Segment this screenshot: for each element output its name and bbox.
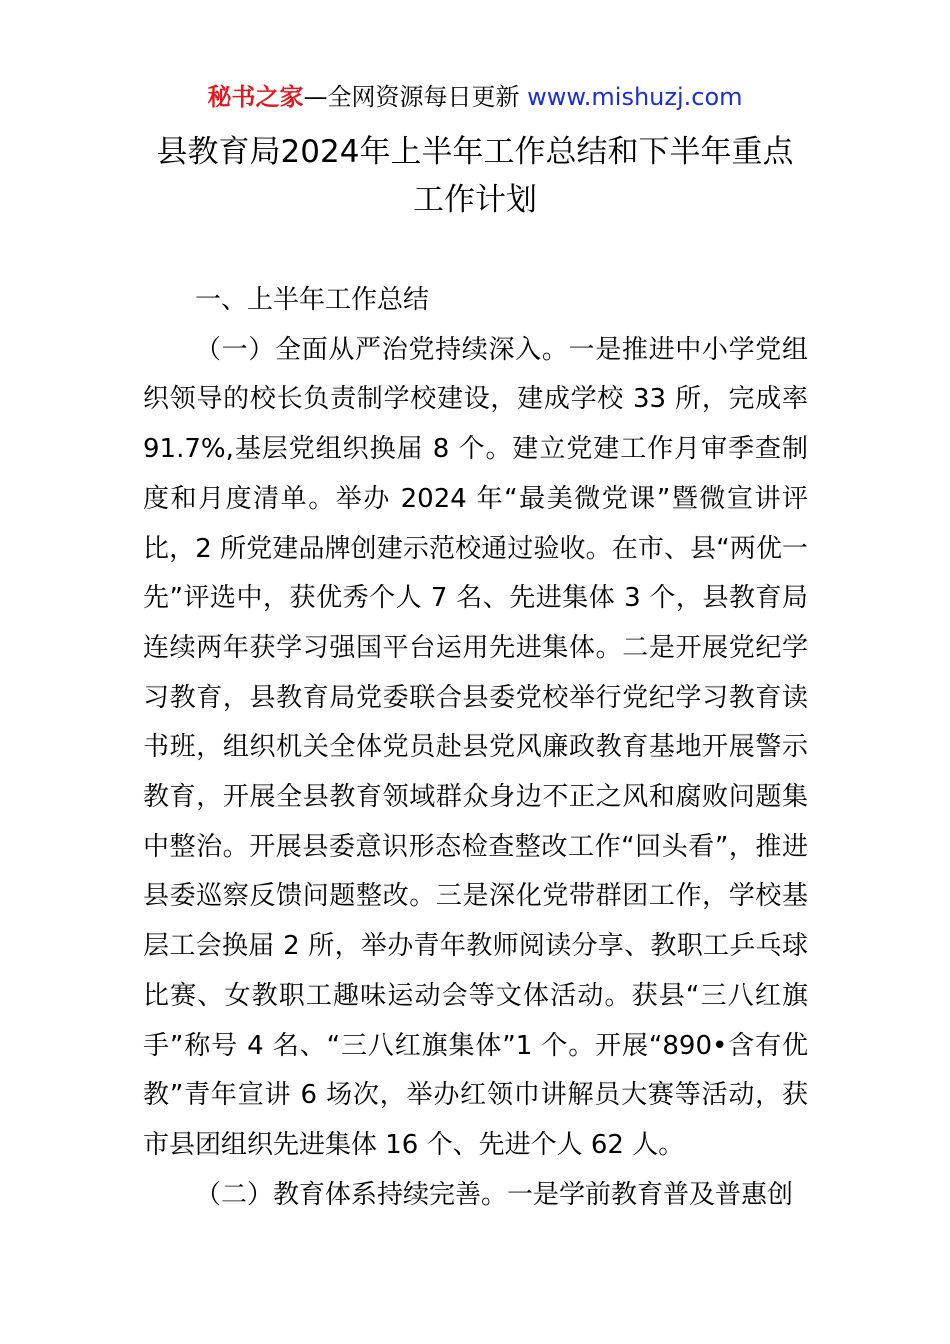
banner-tagline: —全网资源每日更新 — [303, 83, 528, 111]
section-heading: 一、上半年工作总结 — [195, 285, 430, 315]
banner-brand: 秘书之家 — [207, 83, 304, 111]
site-banner — [0, 82, 950, 112]
title-line-2: 工作计划 — [413, 182, 537, 218]
paragraph-party-building: （一）全面从严治党持续深入。一是推进中小学党组织领导的校长负责制学校建设，建成学校 33 所，完成率 91.7%,基层党组织换届 8 个。建立党建工作月审季查制度和月度清单。举办 2024 年“最美微党课”暨微宣讲评比，2 所党建品牌创建示范校通过验收。在市、县“两优一先”评选中，获优秀个人 7 名、先进集体 3 个，县教育局连续两年获学习强国平台运用先进集体。二是开展党纪学习教育，县教育局党委联合县委党校举行党纪学习教育读书班，组织机关全体党员赴县党风廉政教育基地开展警示教育，开展全县教育领域群众身边不正之风和腐败问题集中整治。开展县委意识形态检查整改工作“回头看”，推进县委巡察反馈问题整改。三是深化党带群团工作，学校基层工会换届 2 所，举办青年教师阅读分享、教职工乒乓球比赛、女教职工趣味运动会等文体活动。获县“三八红旗手”称号 4 名、“三八红旗集体”1 个。开展“890•含有优教”青年宣讲 6 场次，举办红领巾讲解员大赛等活动，获市县团组织先进集体 16 个、先进个人 62 人。 — [143, 334, 808, 1160]
document-title — [0, 128, 950, 224]
paragraph-education-system: （二）教育体系持续完善。一是学前教育普及普惠创 — [195, 1179, 794, 1210]
document-body — [143, 276, 808, 1220]
title-line-1: 县教育局2024年上半年工作总结和下半年重点 — [156, 134, 794, 170]
banner-url[interactable]: www.mishuzj.com — [527, 83, 743, 111]
